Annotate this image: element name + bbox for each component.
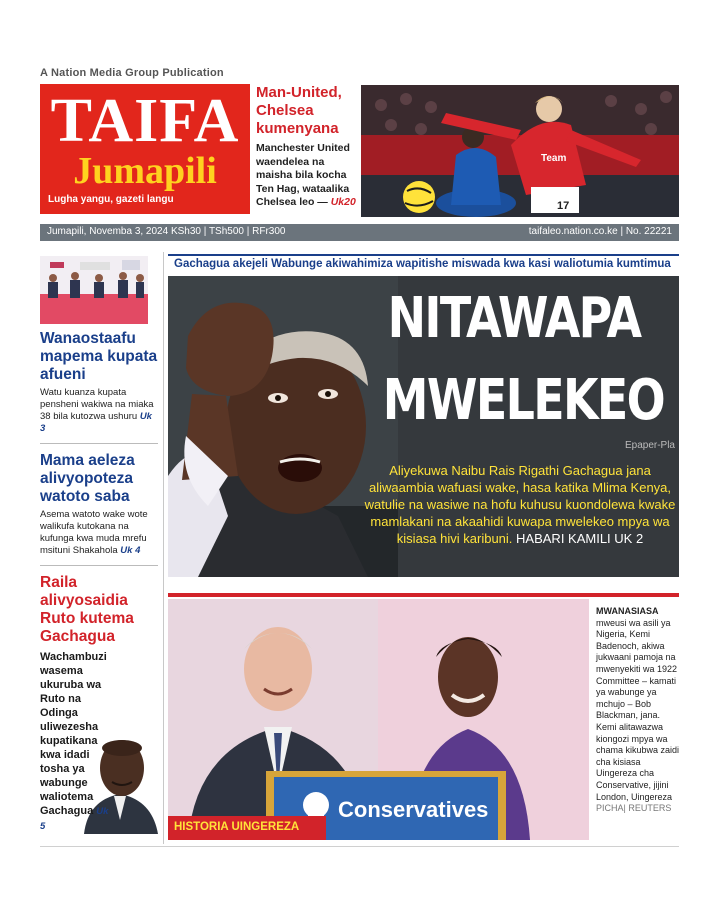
main-dek xyxy=(364,462,676,547)
left-story-3-ref: Uk 5 xyxy=(40,806,109,832)
conservatives-photo-illustration xyxy=(168,599,589,840)
left-teaser-photo xyxy=(40,256,148,324)
left-story-3-text xyxy=(40,650,112,834)
panel-photo-illustration xyxy=(40,256,148,324)
teaser-page-ref: Uk20 xyxy=(330,196,356,208)
football-photo xyxy=(361,85,679,217)
website-issue-no[interactable]: taifaleo.nation.co.ke | No. 22221 xyxy=(528,226,672,237)
main-headline-line1: NITAWAPA xyxy=(387,286,641,351)
masthead-subtitle: Jumapili xyxy=(73,150,217,192)
top-teaser[interactable] xyxy=(256,84,358,210)
left-story-3-body: Wachambuzi wasema ukuruba wa Ruto na Odinga uliwezesha kupatikana kwa idadi tosha ya wabunge waliotema Gachagua xyxy=(40,651,107,817)
left-column xyxy=(40,256,158,834)
left-story-2-ref: Uk 4 xyxy=(120,545,141,556)
photo-credit: PICHA| REUTERS xyxy=(596,803,672,814)
left-story-2-body: Asema watoto wake wote walikufa kutokana na kufunga kwa muda mrefu msituni Shakahola xyxy=(40,509,148,556)
epaper-watermark: Epaper-Pla xyxy=(624,440,675,451)
issue-date-price: Jumapili, Novemba 3, 2024 KSh30 | TSh500 | RFr300 xyxy=(47,226,286,237)
left-divider xyxy=(40,565,158,566)
left-story-1-text xyxy=(40,387,158,435)
teaser-headline: Man-United, Chelsea kumenyana xyxy=(256,84,342,137)
photo-caption xyxy=(596,606,680,815)
teaser-body: Manchester United waendelea na maisha bila kocha Ten Hag, wataalika Chelsea leo — xyxy=(256,142,350,208)
main-kicker-bar xyxy=(168,254,679,274)
caption-text: mweusi wa asili ya Nigeria, Kemi Badenoch, akiwa jukwaani pamoja na mwenyekiti wa 1922 Committee – kamati ya wabunge ya mchujo – Bob Blackman, jana. Kemi alitawazwa kiongozi mpya wa chama kikubwa zaidi cha kisiasa Uingereza cha Conservative, jijini London, Uingereza xyxy=(596,617,680,802)
left-story-1[interactable] xyxy=(40,330,158,435)
jersey-sponsor: Team xyxy=(541,153,567,164)
main-story-ref[interactable]: HABARI KAMILI UK 2 xyxy=(516,531,644,546)
caption-lead: MWANASIASA xyxy=(596,606,659,616)
publisher-line: A Nation Media Group Publication xyxy=(40,67,224,79)
left-story-1-headline: Wanaostaafu mapema kupata afueni xyxy=(40,330,158,383)
left-story-2[interactable] xyxy=(40,452,158,557)
left-story-1-body: Watu kuanza kupata pensheni wakiwa na miaka 38 bila kutozwa ushuru xyxy=(40,387,154,422)
main-story-panel[interactable] xyxy=(168,276,679,577)
masthead-title: TAIFA xyxy=(50,87,240,155)
left-divider xyxy=(40,443,158,444)
masthead[interactable] xyxy=(40,84,250,214)
left-story-2-text xyxy=(40,509,158,557)
section-rule xyxy=(168,593,679,597)
main-kicker[interactable]: Gachagua akejeli Wabunge akiwahimiza wapitishe miswada kwa kasi waliotumia kumtimua xyxy=(174,258,671,270)
left-story-1-ref: Uk 3 xyxy=(40,411,152,434)
main-headline-line2: MWELEKEO xyxy=(382,368,665,433)
teaser-text xyxy=(256,142,358,210)
bottom-rule xyxy=(40,846,679,847)
badenoch-photo[interactable] xyxy=(168,599,589,840)
column-rule xyxy=(163,252,164,844)
date-bar xyxy=(40,224,679,241)
left-story-3[interactable] xyxy=(40,574,158,834)
jersey-number: 17 xyxy=(557,200,570,212)
left-story-2-headline: Mama aeleza alivyopoteza watoto saba xyxy=(40,452,135,505)
section-label[interactable]: HISTORIA UINGEREZA xyxy=(168,816,326,840)
podium-text: Conservatives xyxy=(338,797,489,822)
masthead-tagline: Lugha yangu, gazeti langu xyxy=(48,194,174,205)
left-story-3-headline: Raila alivyosaidia Ruto kutema Gachagua xyxy=(40,574,134,645)
football-photo-illustration xyxy=(361,85,679,217)
main-dek-text: Aliyekuwa Naibu Rais Rigathi Gachagua jana aliwaambia wafuasi wake, hasa katika Mlima Kenya, watulie na wasiwe na hofu kuhusu kuondolewa kwake mamlakani na akaahidi kuwapa mwelekeo mpya wa kisiasa hivi karibuni. xyxy=(364,463,676,546)
